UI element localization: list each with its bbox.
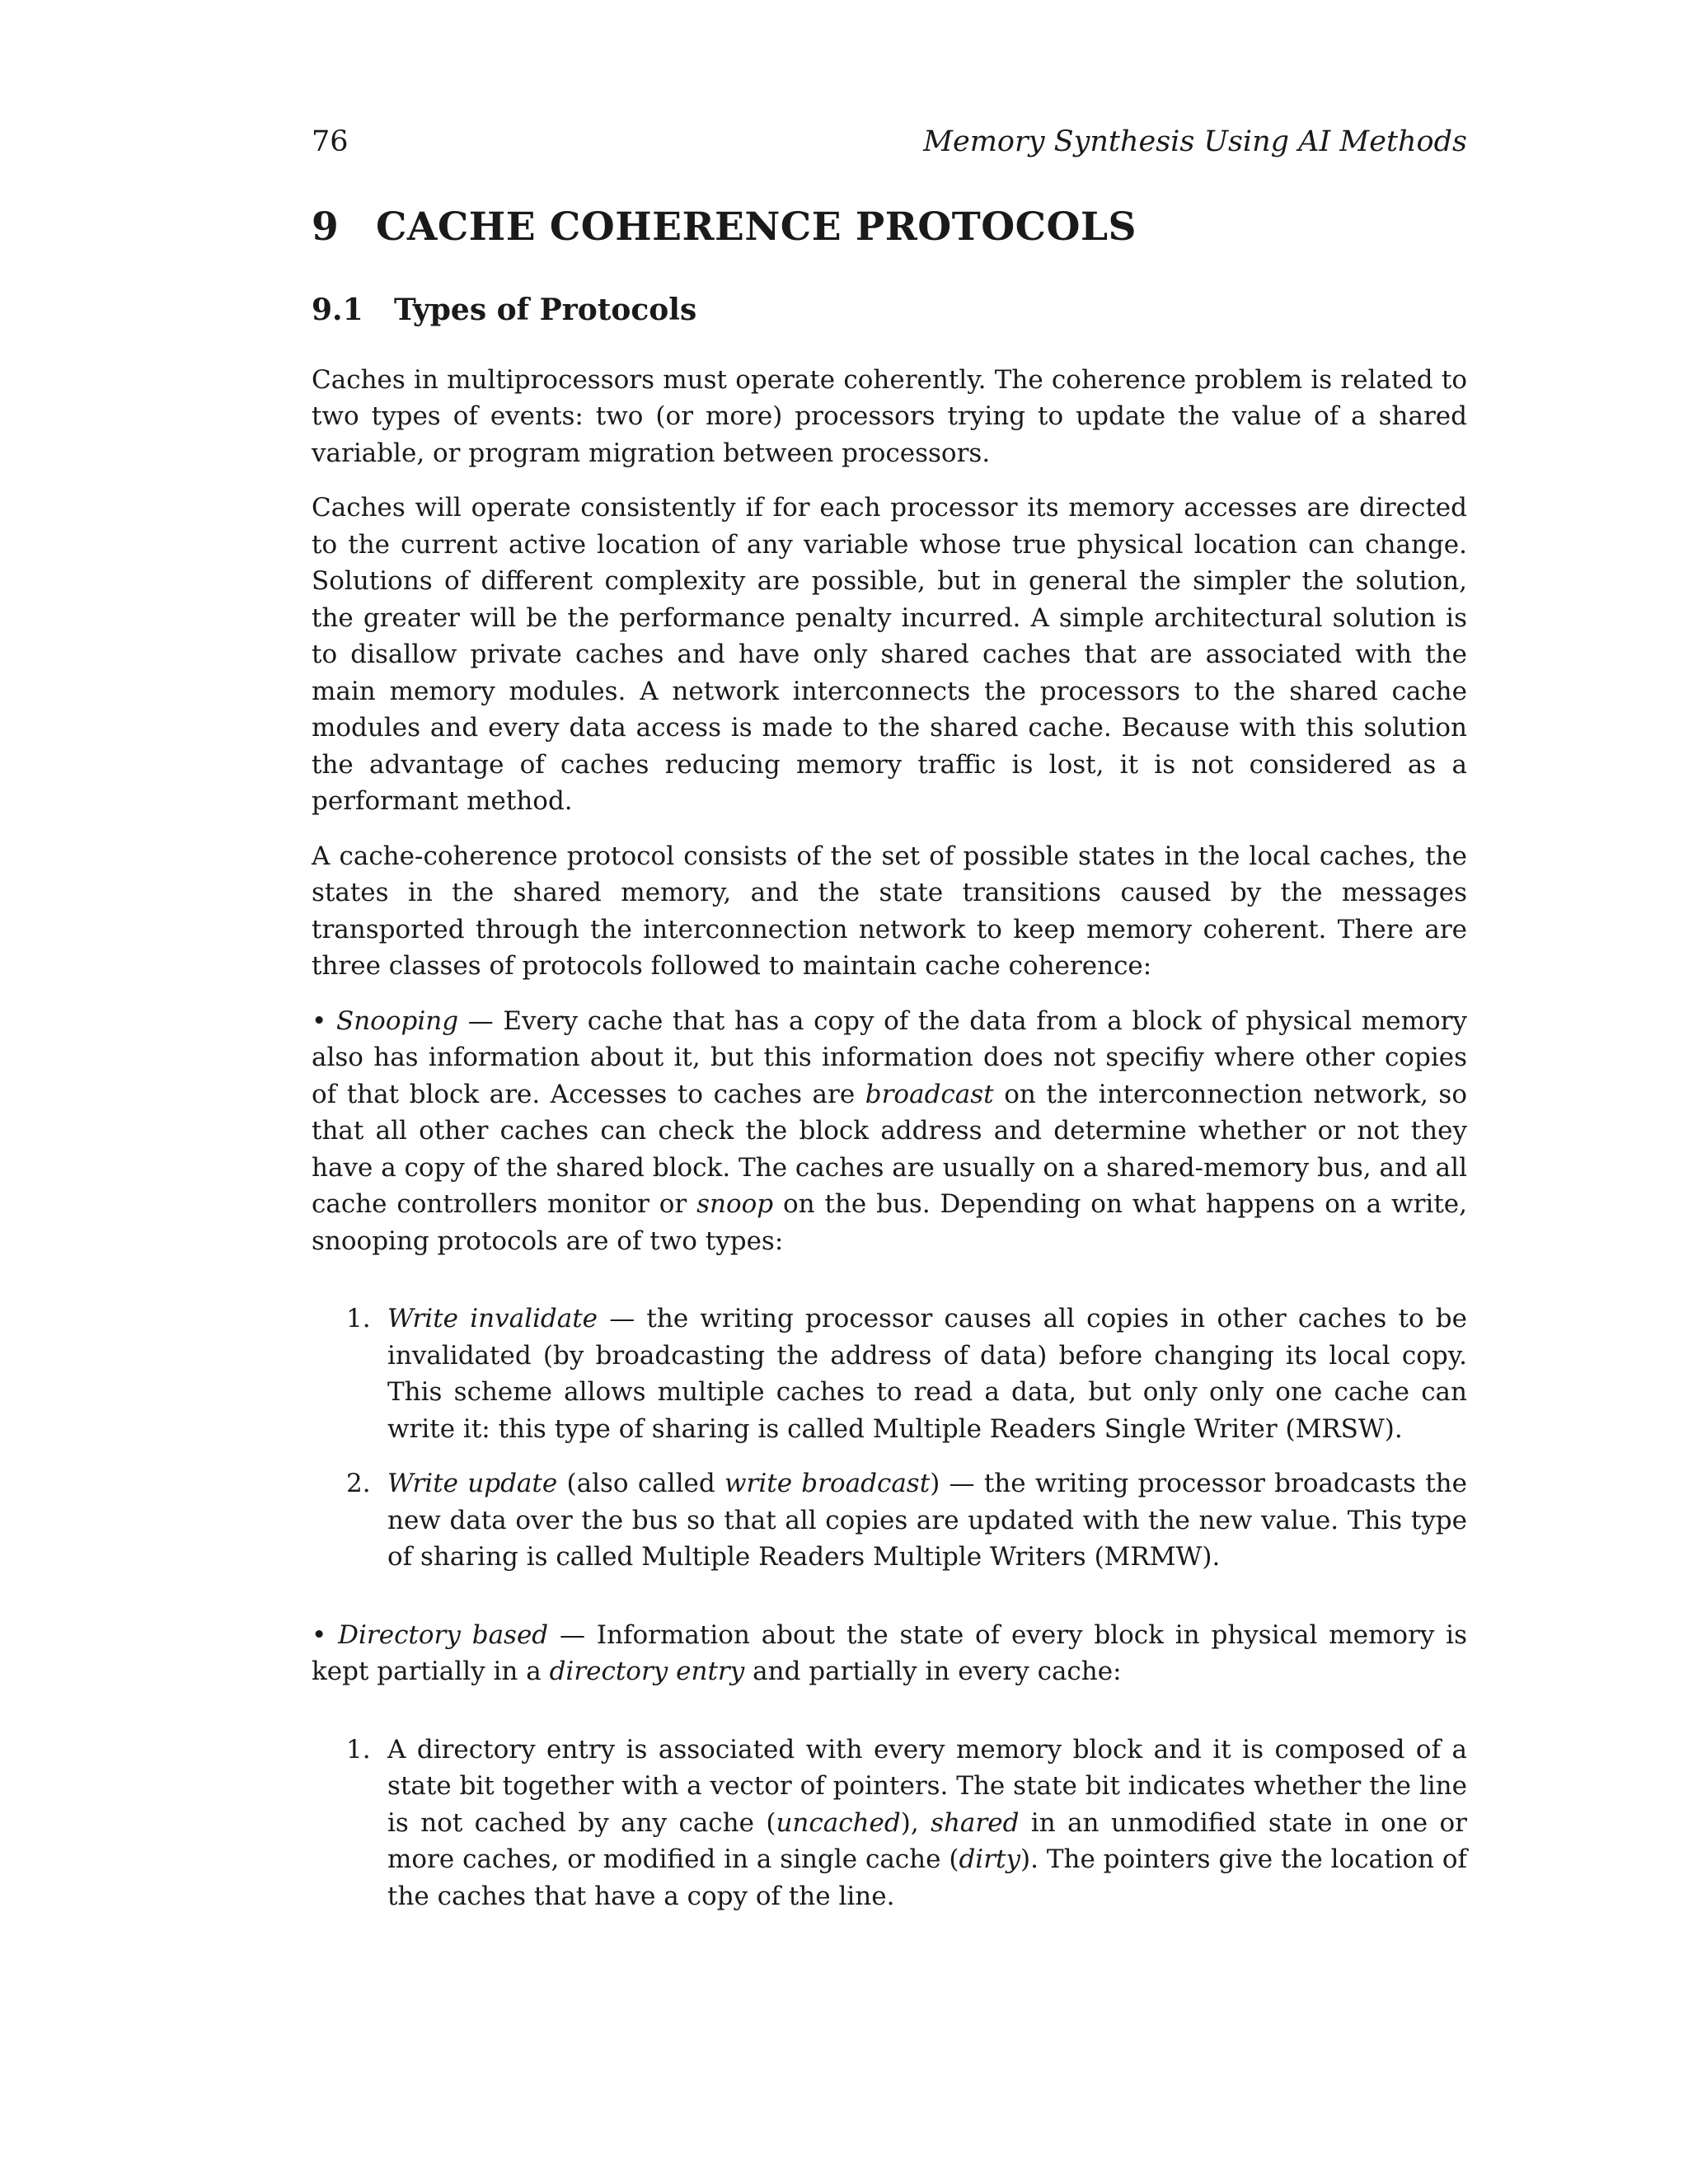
chapter-title: CACHE COHERENCE PROTOCOLS xyxy=(376,204,1137,250)
snooping-bullet: • Snooping — Every cache that has a copy of the data from a block of physical memory also has information about it, but this information does not specifiy where other copies of that block are. Accesses to caches are broadcast on the interconnection network, so that all other caches can check the block address and determine whether or not they have a copy of the shared block. The caches are usually on a shared-memory bus, and all cache controllers monitor or snoop on the bus. Depending on what happens on a write, snooping protocols are of two types: xyxy=(312,1005,1467,1256)
directory-term: Directory based xyxy=(338,1619,549,1650)
list-item-write-update: 2. Write update (also called write broadcast) — the writing processor broadcasts the new data over the bus so that all copies are updated with the new value. This type of sharing is called Multiple Readers Multiple Writers (MRMW). xyxy=(346,1469,1467,1572)
page-number: 76 xyxy=(312,125,349,158)
running-title: Memory Synthesis Using AI Methods xyxy=(923,125,1467,158)
page xyxy=(312,124,1467,1956)
directory-bullet: • Directory based — Information about the state of every block in physical memory is kept partially in a directory entry and partially in every cache: xyxy=(312,1619,1468,1686)
chapter-heading xyxy=(312,204,1467,250)
section-title: Types of Protocols xyxy=(394,292,697,327)
paragraph-coherence-problem: Caches in multiprocessors must operate coherently. The coherence problem is related to two types of events: two (or more) processors trying to update the value of a shared variable, or program migration between processors. xyxy=(312,364,1467,468)
chapter-number: 9 xyxy=(312,204,340,250)
list-item-write-invalidate: 1. Write invalidate — the writing processor causes all copies in other caches to be invalidated (by broadcasting the address of data) before changing its local copy. This scheme allows multiple caches to read a data, but only only one cache can write it: this type of sharing is called Multiple Readers Single Writer (MRSW). xyxy=(346,1304,1467,1444)
section-heading xyxy=(312,293,1467,327)
list-item-directory-entry: 1. A directory entry is associated with every memory block and it is composed of a state bit together with a vector of pointers. The state bit indicates whether the line is not cached by any cache (uncached), shared in an unmodified state in one or more caches, or modified in a single cache (dirty). The pointers give the location of the caches that have a copy of the line. xyxy=(346,1734,1467,1911)
snooping-types-list xyxy=(312,1301,1467,1576)
section-number: 9.1 xyxy=(312,292,363,327)
paragraph-protocol-definition: A cache-coherence protocol consists of the set of possible states in the local caches, the states in the shared memory, and the state transitions caused by the messages transported through the interconnection network to keep memory coherent. There are three classes of protocols followed to maintain cache coherence: xyxy=(312,841,1467,981)
paragraph-consistency: Caches will operate consistently if for each processor its memory accesses are directed to the current active location of any variable whose true physical location can change. Solutions of different complexity are possible, but in general the simpler the solution, the greater will be the performance penalty incurred. A simple architectural solution is to disallow private caches and have only shared caches that are associated with the main memory modules. A network interconnects the processors to the shared cache modules and every data access is made to the shared cache. Because with this solution the advantage of caches reducing memory traffic is lost, it is not considered as a performant method. xyxy=(312,493,1467,816)
snooping-term: Snooping xyxy=(335,1005,459,1036)
running-header xyxy=(312,124,1467,162)
directory-list xyxy=(312,1732,1467,1915)
